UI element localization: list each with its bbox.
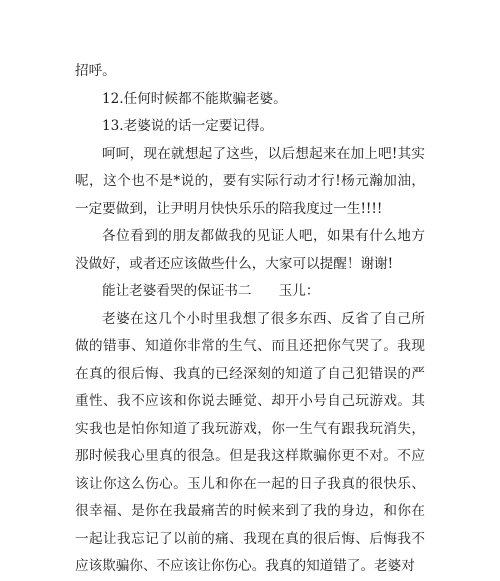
list-item-13: 13.老婆说的话一定要记得。 — [102, 118, 274, 134]
document-page — [75, 58, 425, 581]
paragraph-witness-request: 各位看到的朋友都做我的见证人吧，如果有什么地方没做好，或者还应该做些什么，大家可以提醒！谢谢! — [75, 228, 425, 272]
list-item-12: 12.任何时候都不能欺骗老婆。 — [102, 90, 287, 107]
paragraph-closing-fragment: 招呼。 — [75, 63, 116, 79]
section-heading-pledge-two: 能让老婆看哭的保证书二 玉儿： — [102, 283, 320, 299]
paragraph-apology-letter: 老婆在这几个小时里我想了很多东西、反省了自己所做的错事、知道你非常的生气、而且还把你气哭了。我现在真的很后悔、我真的已经深刻的知道了自己犯错误的严重性、我不应该和你说去睡觉、却开小号自己玩游戏。其实我也是怕你知道了我玩游戏，你一生气有跟我玩消失，那时候我心里真的很急。但是我这样欺骗你更不对。不应该让你这么伤心。玉儿和你在一起的日子我真的很快乐、很幸福、是你在我最痛苦的时候来到了我的身边，和你在一起让我忘记了以前的痛、我现在真的很后悔、后悔我不应该欺骗你、不应该让你伤心。我真的知道错了。老婆对 — [75, 310, 425, 574]
paragraph-reflection: 呵呵，现在就想起了这些，以后想起来在加上吧!其实呢，这个也不是*说的，要有实际行动才行!杨元瀚加油，一定要做到，让尹明月快快乐乐的陪我度过一生!!!! — [75, 145, 425, 217]
